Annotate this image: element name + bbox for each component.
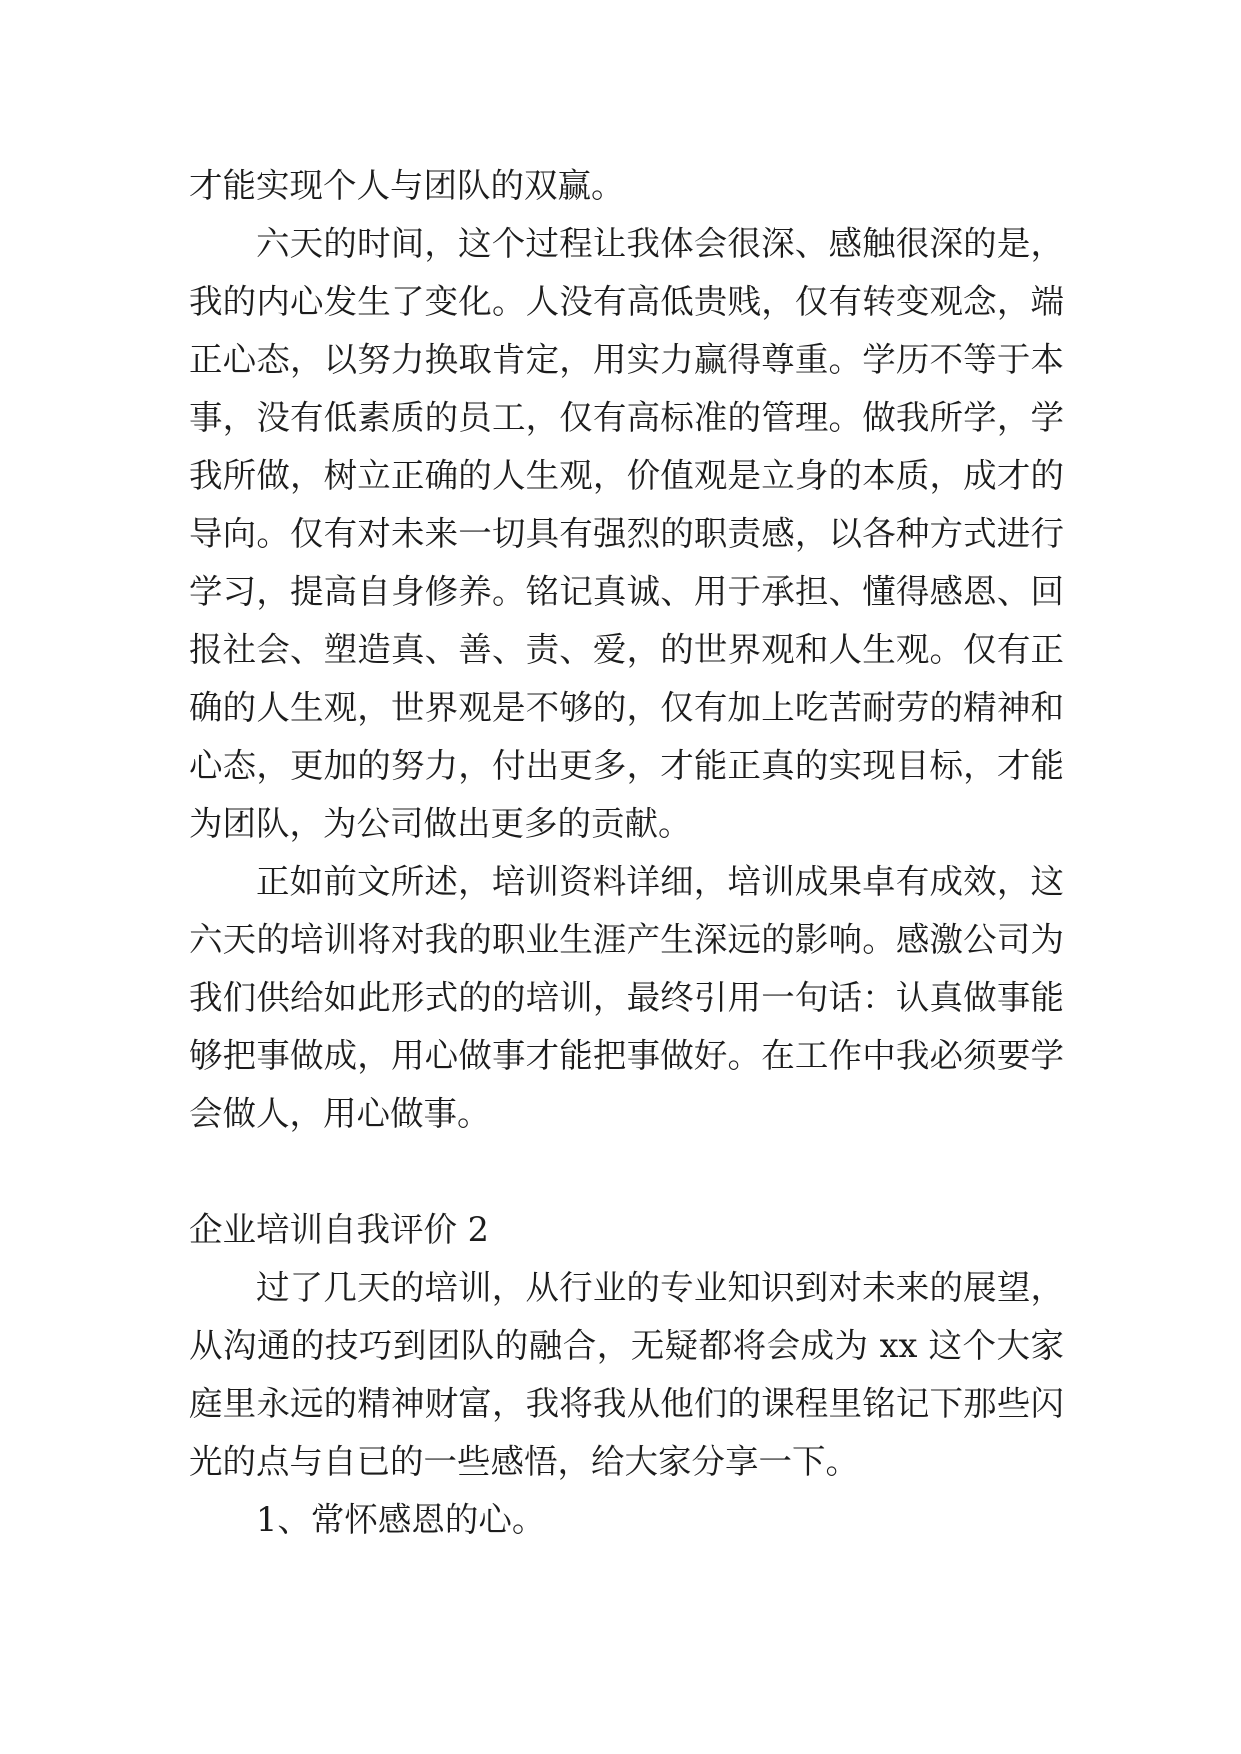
section-heading-self-evaluation-2: 企业培训自我评价 2 <box>189 1210 489 1249</box>
paragraph-training-reflection: 六天的时间，这个过程让我体会很深、感触很深的是，我的内心发生了变化。人没有高低贵贱，仅有转变观念，端正心态，以努力换取肯定，用实力赢得尊重。学历不等于本事，没有低素质的员工，仅有高标准的管理。做我所学，学我所做，树立正确的人生观，价值观是立身的本质，成才的导向。仅有对未来一切具有强烈的职责感，以各种方式进行学习，提高自身修养。铭记真诚、用于承担、懂得感恩、回报社会、塑造真、善、责、爱，的世界观和人生观。仅有正确的人生观，世界观是不够的，仅有加上吃苦耐劳的精神和心态，更加的努力，付出更多，才能正真的实现目标，才能为团队，为公司做出更多的贡献。 <box>189 224 1064 843</box>
paragraph-second-evaluation-intro: 过了几天的培训，从行业的专业知识到对未来的展望，从沟通的技巧到团队的融合，无疑都将会成为 xx 这个大家庭里永远的精神财富，我将我从他们的课程里铭记下那些闪光的点与自已的一些感悟，给大家分享一下。 <box>189 1268 1064 1481</box>
paragraph-closing-summary: 正如前文所述，培训资料详细，培训成果卓有成效，这六天的培训将对我的职业生涯产生深远的影响。感激公司为我们供给如此形式的的培训，最终引用一句话：认真做事能够把事做成，用心做事才能把事做好。在工作中我必须要学会做人，用心做事。 <box>189 862 1064 1133</box>
paragraph-list-item-gratitude: 1、常怀感恩的心。 <box>256 1500 546 1539</box>
paragraph-continuation: 才能实现个人与团队的双赢。 <box>189 166 625 205</box>
